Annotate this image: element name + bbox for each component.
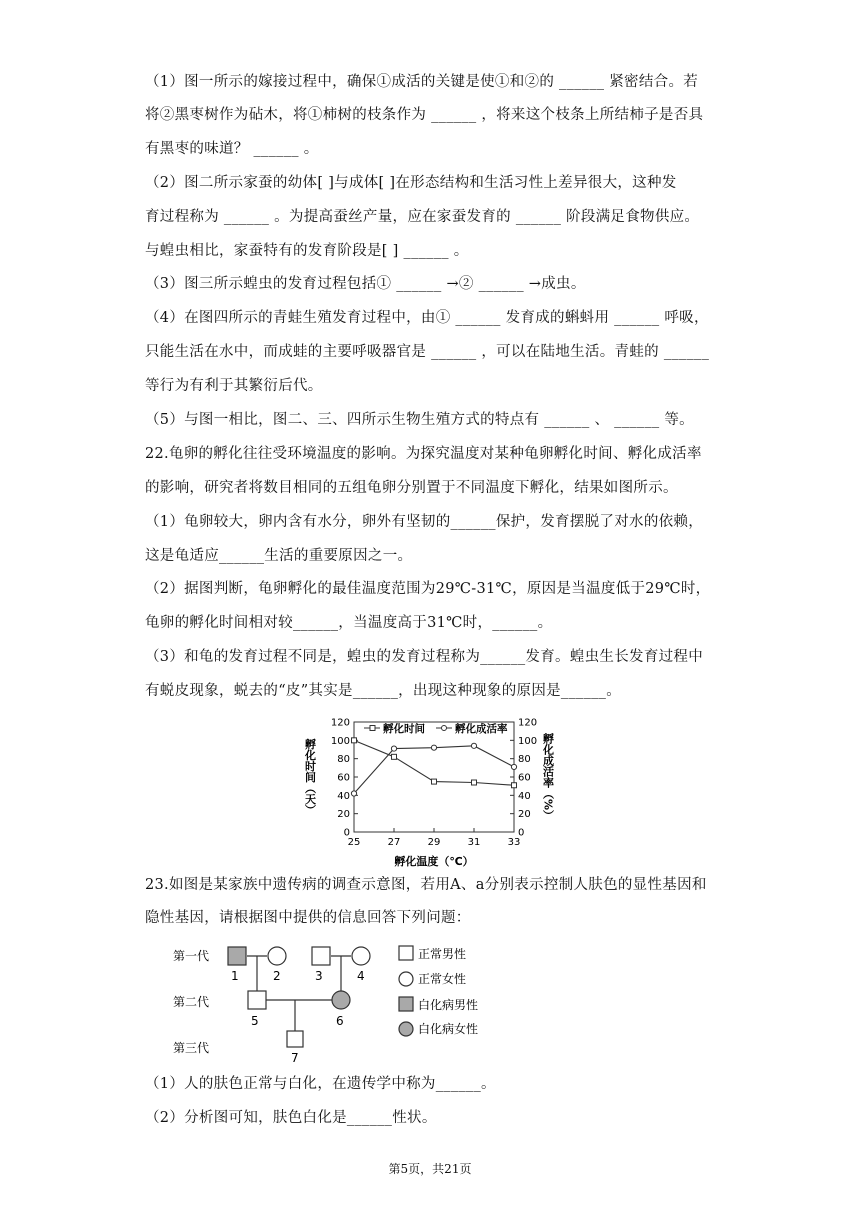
x-tick-label: 25: [347, 837, 361, 848]
data-point: [472, 780, 477, 785]
normal-female-symbol: [268, 947, 286, 965]
member-number: 1: [231, 969, 239, 983]
normal-male-symbol: [312, 947, 330, 965]
text-line: 只能生活在水中，而成蛙的主要呼吸器官是 ______ ，可以在陆地生活。青蛙的 ______: [145, 344, 710, 360]
data-point: [431, 745, 436, 750]
text-line: （1）图一所示的嫁接过程中，确保①成活的关键是使①和②的 ______ 紧密结合。若: [145, 74, 699, 90]
text-line: （2）图二所示家蚕的幼体[ ]与成体[ ]在形态结构和生活习性上差异很大，这种发: [145, 175, 677, 191]
text-line: 育过程称为 ______ 。为提高蚕丝产量，应在家蚕发育的 ______ 阶段满足食物供应。: [145, 209, 700, 225]
normal-male-symbol: [287, 1031, 303, 1047]
text-line: （2）分析图可知，肤色白化是______性状。: [145, 1110, 437, 1126]
generation-label: 第二代: [173, 995, 210, 1009]
legend-normal-female-icon: [399, 972, 413, 986]
legend-affected-male-icon: [399, 997, 413, 1011]
legend-normal-male-icon: [399, 946, 413, 960]
data-point: [432, 779, 437, 784]
x-axis-label: 孵化温度（℃）: [394, 855, 474, 868]
y-tick-label-right: 20: [518, 809, 531, 821]
member-number: 7: [291, 1051, 299, 1065]
y-tick-label-right: 40: [518, 790, 531, 802]
member-number: 2: [273, 969, 281, 983]
x-tick-label: 29: [427, 837, 441, 848]
member-number: 6: [336, 1014, 344, 1028]
legend-marker: [442, 726, 447, 731]
member-number: 3: [315, 969, 323, 983]
legend-label: 孵化时间: [383, 723, 425, 735]
text-line: （3）和龟的发育过程不同是，蝗虫的发育过程称为______发育。蝗虫生长发育过程中: [145, 649, 704, 665]
y-axis-label-left: 孵化时间（天）: [303, 738, 317, 816]
text-line: 龟卵的孵化时间相对较______，当温度高于31℃时，______。: [145, 615, 553, 631]
data-point: [512, 783, 517, 788]
generation-label: 第一代: [173, 949, 210, 963]
y-tick-label-right: 60: [518, 772, 531, 784]
affected-male-symbol: [228, 947, 246, 965]
y-tick-label-right: 0: [518, 827, 525, 839]
text-line: （4）在图四所示的青蛙生殖发育过程中，由① ______ 发育成的蝌蚪用 ______ 呼吸，: [145, 310, 709, 326]
text-line: 隐性基因，请根据图中提供的信息回答下列问题：: [145, 910, 471, 926]
text-line: （3）图三所示蝗虫的发育过程包括① ______ →② ______ →成虫。: [145, 276, 586, 292]
y-tick-label-left: 60: [337, 772, 350, 784]
member-number: 5: [251, 1014, 259, 1028]
text-line: 有蜕皮现象，蜕去的“皮”其实是______，出现这种现象的原因是______。: [145, 683, 622, 699]
y-tick-label-left: 80: [337, 754, 350, 766]
text-line: （5）与图一相比，图二、三、四所示生物生殖方式的特点有 ______ 、 ______ 等。: [145, 412, 694, 428]
data-point: [352, 738, 357, 743]
y-tick-label-left: 40: [337, 790, 350, 802]
x-tick-label: 27: [387, 837, 401, 848]
legend-label: 正常女性: [418, 972, 467, 986]
normal-male-symbol: [248, 991, 266, 1009]
text-line: 有黑枣的味道？ ______ 。: [145, 141, 319, 157]
data-point: [471, 743, 476, 748]
series-line-1: [354, 746, 514, 794]
y-tick-label-left: 0: [343, 827, 350, 839]
data-point: [392, 754, 397, 759]
y-axis-label-right: 孵化成活率（%）: [541, 732, 555, 822]
generation-label: 第三代: [173, 1041, 210, 1055]
question-22-stem: 22.龟卵的孵化往往受环境温度的影响。为探究温度对某种龟卵孵化时间、孵化成活率: [145, 446, 702, 462]
data-point: [391, 746, 396, 751]
member-number: 4: [357, 969, 365, 983]
legend-affected-female-icon: [399, 1022, 413, 1036]
text-line: （2）据图判断，龟卵孵化的最佳温度范围为29℃-31℃，原因是当温度低于29℃时，: [145, 581, 711, 597]
legend-label: 孵化成活率: [455, 723, 508, 735]
y-tick-label-right: 80: [518, 754, 531, 766]
page-footer: 第5页，共21页: [388, 1162, 472, 1176]
text-line: 的影响，研究者将数目相同的五组龟卵分别置于不同温度下孵化，结果如图所示。: [145, 480, 678, 496]
legend-label: 白化病女性: [418, 1022, 479, 1036]
pedigree-diagram: [165, 936, 505, 1066]
legend-marker: [370, 726, 375, 731]
plot-frame: [354, 722, 514, 832]
y-tick-label-right: 120: [518, 717, 538, 729]
data-point: [511, 764, 516, 769]
text-line: （1）龟卵较大，卵内含有水分，卵外有坚韧的______保护，发育摆脱了对水的依赖，: [145, 514, 704, 530]
text-line: 这是龟适应______生活的重要原因之一。: [145, 548, 413, 564]
text-line: 与蝗虫相比，家蚕特有的发育阶段是[ ] ______ 。: [145, 243, 469, 259]
y-tick-label-left: 20: [337, 809, 350, 821]
legend-label: 白化病男性: [418, 998, 479, 1012]
text-line: 将②黑枣树作为砧木，将①柿树的枝条作为 ______ ，将来这个枝条上所结柿子是否具: [145, 107, 704, 123]
affected-female-symbol: [332, 991, 350, 1009]
text-line: （1）人的肤色正常与白化，在遗传学中称为______。: [145, 1076, 496, 1092]
y-tick-label-right: 100: [518, 735, 538, 747]
data-point: [351, 791, 356, 796]
text-line: 等行为有利于其繁衍后代。: [145, 378, 323, 394]
hatching-chart: [288, 712, 568, 872]
legend-label: 正常男性: [418, 947, 467, 961]
y-tick-label-left: 120: [330, 717, 350, 729]
x-tick-label: 31: [467, 837, 481, 848]
question-23-stem: 23.如图是某家族中遗传病的调查示意图，若用A、a分别表示控制人肤色的显性基因和: [145, 877, 707, 893]
y-tick-label-left: 100: [330, 735, 350, 747]
normal-female-symbol: [352, 947, 370, 965]
x-tick-label: 33: [507, 837, 521, 848]
